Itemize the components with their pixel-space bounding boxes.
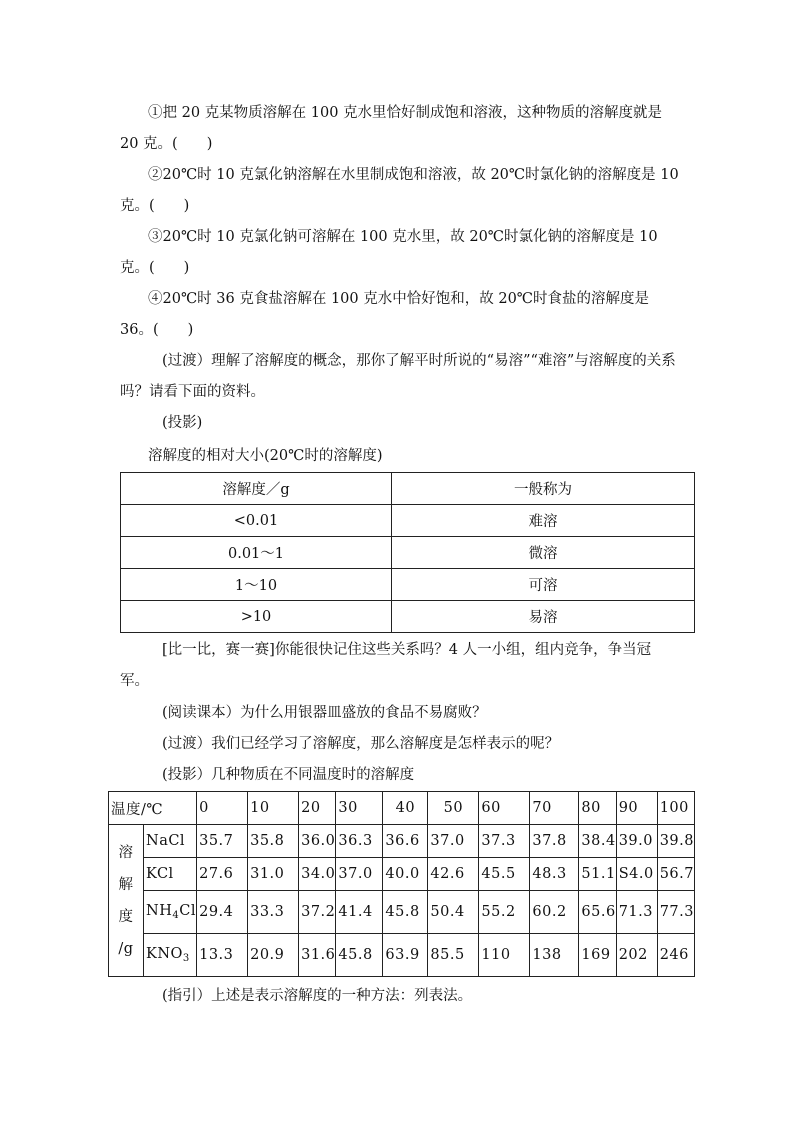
side-label <box>109 825 144 977</box>
reading-paragraph: (阅读课本）为什么用银器皿盛放的食品不易腐败？ <box>162 705 487 721</box>
substance-name <box>144 891 197 934</box>
temp-cell: 20 <box>299 792 336 825</box>
side-label-char: 解 <box>118 876 134 893</box>
value-cell: 169 <box>579 934 616 977</box>
value-cell: 60.2 <box>530 891 579 934</box>
value-cell: S4.0 <box>616 858 657 891</box>
value-cell: 37.8 <box>530 825 579 858</box>
value-cell: 37.3 <box>479 825 530 858</box>
temperature-header-row <box>109 792 695 825</box>
value-cell: 27.6 <box>197 858 248 891</box>
side-label-char: /g <box>118 940 134 957</box>
substance-name: NaCl <box>144 825 197 858</box>
value-cell: 45.5 <box>479 858 530 891</box>
value-cell: 48.3 <box>530 858 579 891</box>
header-term: 一般称为 <box>392 473 695 505</box>
temp-cell: 10 <box>248 792 299 825</box>
value-cell: 37.0 <box>336 858 383 891</box>
table-row <box>121 537 695 569</box>
transition-paragraph-2: (过渡）我们已经学习了溶解度，那么溶解度是怎样表示的呢？ <box>162 736 560 752</box>
range-cell: >10 <box>121 601 392 633</box>
value-cell: 45.8 <box>383 891 428 934</box>
substance-name: KCl <box>144 858 197 891</box>
value-cell: 55.2 <box>479 891 530 934</box>
value-cell: 38.4 <box>579 825 616 858</box>
table-row <box>121 601 695 633</box>
temp-cell: 40 <box>383 792 428 825</box>
range-cell: 0.01～1 <box>121 537 392 569</box>
question-2: ②20℃时 10 克氯化钠溶解在水里制成饱和溶液，故 20℃时氯化钠的溶解度是 10 克。( ) <box>120 167 679 214</box>
question-1: ①把 20 克某物质溶解在 100 克水里恰好制成饱和溶液，这种物质的溶解度就是 20 克。( ) <box>120 105 663 152</box>
value-cell: 36.3 <box>336 825 383 858</box>
temp-cell: 70 <box>530 792 579 825</box>
term-cell: 可溶 <box>392 569 695 601</box>
question-4: ④20℃时 36 克食盐溶解在 100 克水中恰好饱和，故 20℃时食盐的溶解度是 36。( ) <box>120 291 650 338</box>
value-cell: 35.8 <box>248 825 299 858</box>
term-cell: 易溶 <box>392 601 695 633</box>
value-cell: 37.0 <box>428 825 479 858</box>
value-cell: 39.0 <box>616 825 657 858</box>
value-cell: 35.7 <box>197 825 248 858</box>
table-header-row <box>121 473 695 505</box>
table-row-nacl <box>109 825 695 858</box>
value-cell: 45.8 <box>336 934 383 977</box>
header-solubility: 溶解度／g <box>121 473 392 505</box>
range-cell: 1～10 <box>121 569 392 601</box>
formula-tail: Cl <box>179 903 196 919</box>
temp-cell: 0 <box>197 792 248 825</box>
term-cell: 微溶 <box>392 537 695 569</box>
formula-main: KNO <box>146 946 183 962</box>
guide-paragraph: (指引）上述是表示溶解度的一种方法：列表法。 <box>162 988 473 1004</box>
value-cell: 42.6 <box>428 858 479 891</box>
range-cell: <0.01 <box>121 505 392 537</box>
value-cell: 41.4 <box>336 891 383 934</box>
transition-paragraph-1: (过渡）理解了溶解度的概念，那你了解平时所说的“易溶”“难溶”与溶解度的关系吗？请看下面的资料。 <box>120 353 676 400</box>
table-row-kno3 <box>109 934 695 977</box>
value-cell: 246 <box>657 934 694 977</box>
value-cell: 85.5 <box>428 934 479 977</box>
value-cell: 56.7 <box>657 858 694 891</box>
value-cell: 63.9 <box>383 934 428 977</box>
projection-paragraph-2: (投影）几种物质在不同温度时的溶解度 <box>162 767 415 783</box>
value-cell: 34.0 <box>299 858 336 891</box>
temp-cell: 60 <box>479 792 530 825</box>
value-cell: 31.0 <box>248 858 299 891</box>
temp-cell: 50 <box>428 792 479 825</box>
value-cell: 71.3 <box>616 891 657 934</box>
value-cell: 20.9 <box>248 934 299 977</box>
side-label-char: 度 <box>118 908 134 925</box>
value-cell: 31.6 <box>299 934 336 977</box>
value-cell: 13.3 <box>197 934 248 977</box>
formula-main: NH <box>146 903 173 919</box>
value-cell: 65.6 <box>579 891 616 934</box>
value-cell: 36.0 <box>299 825 336 858</box>
solubility-temperature-table <box>108 791 695 977</box>
value-cell: 37.2 <box>299 891 336 934</box>
side-label-char: 溶 <box>118 844 134 861</box>
compete-paragraph: [比一比，赛一赛]你能很快记住这些关系吗？4 人一小组，组内竞争，争当冠军。 <box>120 642 652 689</box>
table-row <box>121 505 695 537</box>
corner-cell: 温度/℃ <box>109 792 197 825</box>
value-cell: 77.3 <box>657 891 694 934</box>
term-cell: 难溶 <box>392 505 695 537</box>
value-cell: 110 <box>479 934 530 977</box>
value-cell: 33.3 <box>248 891 299 934</box>
table-row-nh4cl <box>109 891 695 934</box>
table1-title: 溶解度的相对大小(20℃时的溶解度) <box>148 448 383 464</box>
table-row <box>121 569 695 601</box>
value-cell: 39.8 <box>657 825 694 858</box>
value-cell: 29.4 <box>197 891 248 934</box>
formula-subscript: 4 <box>172 910 180 921</box>
temp-cell: 100 <box>657 792 694 825</box>
temp-cell: 90 <box>616 792 657 825</box>
substance-name <box>144 934 197 977</box>
table-row-kcl <box>109 858 695 891</box>
temp-cell: 80 <box>579 792 616 825</box>
projection-label: (投影) <box>162 415 203 431</box>
solubility-classification-table <box>120 472 695 633</box>
value-cell: 138 <box>530 934 579 977</box>
value-cell: 50.4 <box>428 891 479 934</box>
formula-subscript: 3 <box>182 953 190 964</box>
value-cell: 202 <box>616 934 657 977</box>
question-3: ③20℃时 10 克氯化钠可溶解在 100 克水里，故 20℃时氯化钠的溶解度是 10 克。( ) <box>120 229 658 276</box>
temp-cell: 30 <box>336 792 383 825</box>
value-cell: 40.0 <box>383 858 428 891</box>
value-cell: 36.6 <box>383 825 428 858</box>
value-cell: 51.1 <box>579 858 616 891</box>
